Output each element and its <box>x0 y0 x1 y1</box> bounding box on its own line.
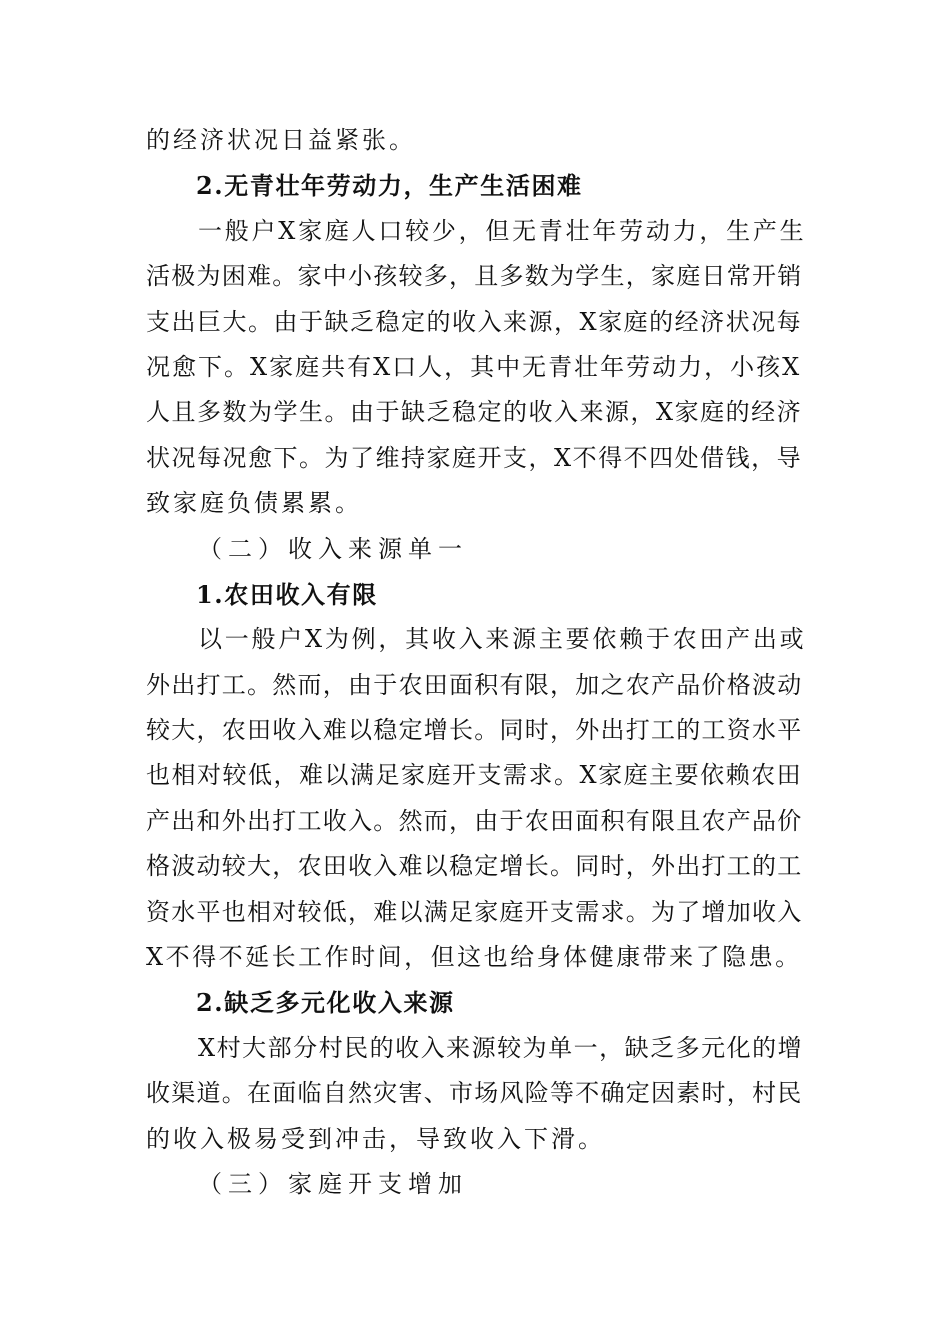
paragraph-line: 致家庭负债累累。 <box>146 489 362 518</box>
paragraph-line: 人且多数为学生。由于缺乏稳定的收入来源，X家庭的经济 <box>146 398 803 427</box>
paragraph-line: 外出打工。然而，由于农田面积有限，加之农产品价格波动 <box>146 670 803 699</box>
paragraph-line: 的收入极易受到冲击，导致收入下滑。 <box>146 1124 605 1153</box>
paragraph-line: 一般户X家庭人口较少，但无青壮年劳动力，生产生 <box>198 216 807 245</box>
paragraph-line: 以一般户X为例，其收入来源主要依赖于农田产出或 <box>198 625 807 654</box>
paragraph-line: 较大，农田收入难以稳定增长。同时，外出打工的工资水平 <box>146 716 803 745</box>
paragraph-line: 产出和外出打工收入。然而，由于农田面积有限且农产品价 <box>146 806 803 835</box>
subheading: 1.农田收入有限 <box>196 579 378 609</box>
paragraph-line: 也相对较低，难以满足家庭开支需求。X家庭主要依赖农田 <box>146 761 803 790</box>
section-heading: （三）家庭开支增加 <box>198 1169 468 1198</box>
document-body <box>146 118 806 1207</box>
paragraph-line: 格波动较大，农田收入难以稳定增长。同时，外出打工的工 <box>146 852 803 881</box>
paragraph-line: 况愈下。X家庭共有X口人，其中无青壮年劳动力，小孩X <box>146 352 802 381</box>
paragraph-line: 收渠道。在面临自然灾害、市场风险等不确定因素时，村民 <box>146 1079 803 1108</box>
paragraph-line: 状况每况愈下。为了维持家庭开支，X不得不四处借钱，导 <box>146 443 803 472</box>
section-heading: （二）收入来源单一 <box>198 534 468 563</box>
paragraph-line: X不得不延长工作时间，但这也给身体健康带来了隐患。 <box>146 943 802 972</box>
subheading: 2.无青壮年劳动力，生产生活困难 <box>196 171 583 201</box>
subheading: 2.缺乏多元化收入来源 <box>196 988 455 1018</box>
paragraph-line: 支出巨大。由于缺乏稳定的收入来源，X家庭的经济状况每 <box>146 307 803 336</box>
paragraph-line: X村大部分村民的收入来源较为单一，缺乏多元化的增 <box>198 1033 804 1062</box>
paragraph-line: 的经济状况日益紧张。 <box>146 126 416 154</box>
paragraph-line: 活极为困难。家中小孩较多，且多数为学生，家庭日常开销 <box>146 262 803 291</box>
paragraph-line: 资水平也相对较低，难以满足家庭开支需求。为了增加收入 <box>146 897 803 926</box>
